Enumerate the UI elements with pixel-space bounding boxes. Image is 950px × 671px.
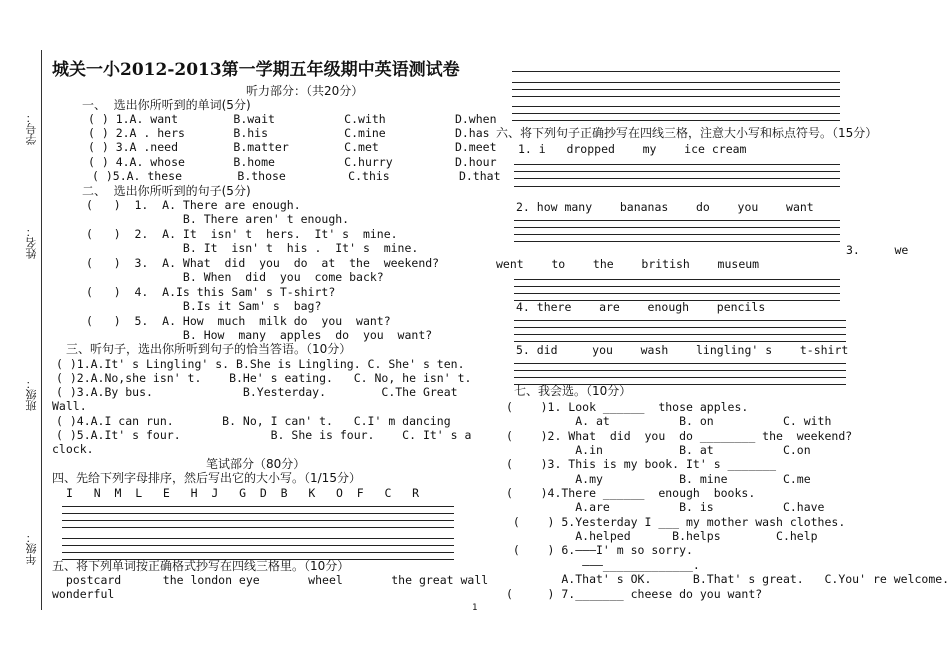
- listening-header: 听力部分：（共20分）: [246, 84, 364, 98]
- s7-row: A.helped B.helps C.help: [506, 529, 818, 543]
- s3-row: ( )5.A.It' s four. B. She is four. C. It' s a: [56, 428, 472, 442]
- s1-row: ( ) 3.A .need B.matter C.met D.meet: [88, 140, 497, 154]
- s7-row: ( )4.There ______ enough books.: [506, 486, 756, 500]
- s3-row: ( )1.A.It' s Lingling' s. B.She is Lingling. C. She' s ten.: [56, 357, 465, 371]
- s7-row: A.That' s OK. B.That' s great. C.You' re welcome.: [506, 572, 950, 586]
- s7-row: ( )2. What did you do ________ the weekend?: [506, 429, 853, 443]
- section7-heading: 七、我会选。（10分）: [514, 384, 632, 398]
- s2-row: B. How many apples do you want?: [86, 328, 433, 342]
- s7-row: ( )3. This is my book. It' s _______: [506, 457, 777, 471]
- s2-row: ( ) 4. A.Is this Sam' s T-shirt?: [86, 285, 336, 299]
- s7-row: ( ) 5.Yesterday I ___ my mother wash clothes.: [506, 515, 846, 529]
- s7-row: A.are B. is C.have: [506, 500, 825, 514]
- s6-q4: 4. there are enough pencils: [516, 300, 766, 314]
- grade-label: 年级：: [25, 532, 38, 565]
- s2-row: ( ) 1. A. There are enough.: [86, 198, 301, 212]
- s6-q2: 2. how many bananas do you want: [516, 200, 814, 214]
- s3-row: ( )3.A.By bus. B.Yesterday. C.The Great: [56, 385, 458, 399]
- s7-row: A.in B. at C.on: [506, 443, 811, 457]
- s2-row: B. It isn' t his . It' s mine.: [86, 241, 419, 255]
- s7-row: ( ) 7._______ cheese do you want?: [506, 587, 763, 601]
- s5-words: wonderful: [52, 587, 115, 601]
- s2-row: ( ) 3. A. What did you do at the weekend?: [86, 256, 440, 270]
- s6-q3: 3. we: [846, 243, 909, 257]
- s1-row: ( ) 2.A . hers B.his C.mine D.has: [88, 126, 490, 140]
- s7-row: ( ) 6.———I' m so sorry.: [506, 543, 693, 557]
- page-number: 1: [472, 603, 478, 613]
- letters-row: I N M L E H J G D B K O F C R: [66, 486, 420, 500]
- section5-heading: 五、将下列单词按正确格式抄写在四线三格里。（10分）: [52, 559, 350, 573]
- section2-heading: 二、 选出你所听到的句子(5分): [82, 184, 251, 198]
- s6-q5: 5. did you wash lingling' s t-shirt: [516, 343, 849, 357]
- s3-row: ( )4.A.I can run. B. No, I can' t. C.I' m dancing: [56, 414, 451, 428]
- s7-row: A.my B. mine C.me: [506, 472, 811, 486]
- section3-heading: 三、听句子，选出你所听到句子的恰当答语。（10分）: [66, 342, 352, 356]
- s7-row: A. at B. on C. with: [506, 414, 832, 428]
- student-number-label: 学号：: [25, 112, 38, 145]
- s2-row: ( ) 5. A. How much milk do you want?: [86, 314, 391, 328]
- s6-q1: 1. i dropped my ice cream: [518, 142, 747, 156]
- section4-heading: 四、先给下列字母排序，然后写出它的大小写。（1/15分）: [52, 471, 361, 485]
- page-title: 城关一小2012-2013第一学期五年级期中英语测试卷: [52, 60, 460, 80]
- s2-row: B.Is it Sam' s bag?: [86, 299, 322, 313]
- s3-row: clock.: [52, 442, 94, 456]
- s3-row: Wall.: [52, 399, 87, 413]
- binding-line: [41, 50, 42, 610]
- s2-row: ( ) 2. A. It isn' t hers. It' s mine.: [86, 227, 398, 241]
- s1-row: ( ) 1.A. want B.wait C.with D.when: [88, 112, 497, 126]
- s2-row: B. When did you come back?: [86, 270, 384, 284]
- s5-words: postcard the london eye wheel the great wall: [52, 573, 489, 587]
- written-header: 笔试部分（80分）: [206, 457, 306, 471]
- section1-heading: 一、 选出你所听到的单词(5分): [82, 98, 251, 112]
- s7-row: ———_____________.: [506, 558, 700, 572]
- s2-row: B. There aren' t enough.: [86, 212, 350, 226]
- s1-row: ( )5.A. these B.those C.this D.that: [92, 169, 501, 183]
- s1-row: ( ) 4.A. whose B.home C.hurry D.hour: [88, 155, 497, 169]
- s6-q3: went to the british museum: [496, 257, 760, 271]
- s7-row: ( )1. Look ______ those apples.: [506, 400, 749, 414]
- s3-row: ( )2.A.No,she isn' t. B.He' s eating. C. No, he isn' t.: [56, 371, 472, 385]
- name-label: 姓名：: [25, 226, 38, 259]
- section6-heading: 六、将下列句子正确抄写在四线三格，注意大小写和标点符号。（15分）: [496, 126, 878, 140]
- class-label: 班级：: [25, 378, 38, 411]
